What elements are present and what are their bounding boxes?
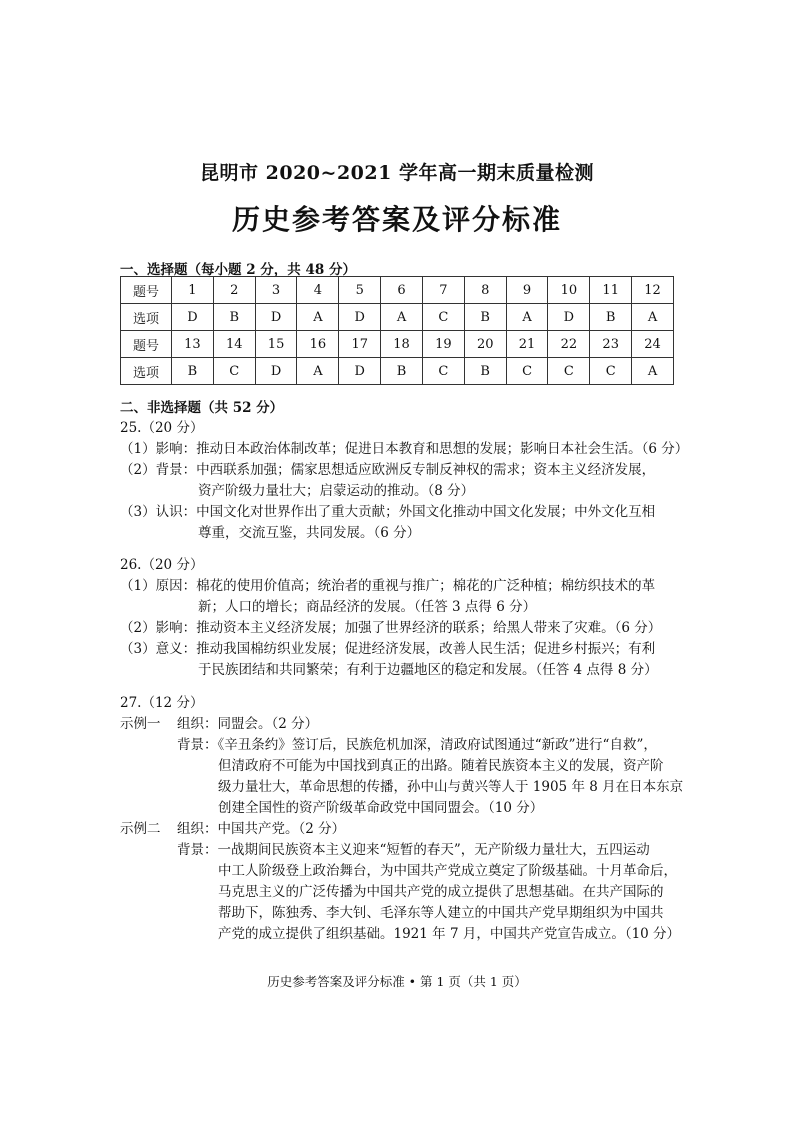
table-cell: 22: [548, 331, 590, 358]
table-cell: 18: [381, 331, 423, 358]
table-cell: C: [422, 304, 464, 331]
example2-organization: 组织：中国共产党。（2 分）: [177, 821, 346, 837]
q25-answer-3: （3）认识：中国文化对世界作出了重大贡献；外国文化推动中国文化发展；中外文化互相: [120, 504, 656, 520]
example1-background-1: 背景：《辛丑条约》签订后，民族危机加深，清政府试图通过“新政”进行“自救”，: [177, 737, 657, 753]
table-cell: D: [172, 304, 214, 331]
q27-heading: 27.（12 分）: [120, 695, 204, 711]
table-cell: 5: [339, 277, 381, 304]
table-cell: C: [422, 358, 464, 385]
table-cell: 6: [381, 277, 423, 304]
table-cell: 7: [422, 277, 464, 304]
q25-heading: 25.（20 分）: [120, 420, 204, 436]
section1-heading: 一、选择题（每小题 2 分，共 48 分）: [120, 262, 356, 278]
q25-answer-1: （1）影响：推动日本政治体制改革；促进日本教育和思想的发展；影响日本社会生活。（6 分）: [120, 441, 689, 457]
table-cell: 4: [297, 277, 339, 304]
table-cell: 17: [339, 331, 381, 358]
section2-heading: 二、非选择题（共 52 分）: [120, 400, 284, 416]
q26-answer-1-cont: 新；人口的增长；商品经济的发展。（任答 3 点得 6 分）: [198, 599, 537, 615]
table-cell: 题号: [121, 277, 172, 304]
q26-answer-3-cont: 于民族团结和共同繁荣；有利于边疆地区的稳定和发展。（任答 4 点得 8 分）: [198, 662, 658, 678]
table-cell: A: [297, 304, 339, 331]
q25-answer-2: （2）背景：中西联系加强；儒家思想适应欧洲反专制反神权的需求；资本主义经济发展，: [120, 462, 656, 478]
q26-answer-3: （3）意义：推动我国棉纺织业发展；促进经济发展，改善人民生活；促进乡村振兴；有利: [120, 641, 656, 657]
table-cell: D: [255, 304, 297, 331]
q25-answer-2-cont: 资产阶级力量壮大；启蒙运动的推动。（8 分）: [198, 483, 475, 499]
table-cell: 8: [464, 277, 506, 304]
table-cell: B: [464, 358, 506, 385]
q26-answer-2: （2）影响：推动资本主义经济发展；加强了世界经济的联系；给黑人带来了灾难。（6 分）: [120, 620, 662, 636]
table-cell: 19: [422, 331, 464, 358]
table-cell: B: [464, 304, 506, 331]
table-cell: A: [297, 358, 339, 385]
table-cell: 10: [548, 277, 590, 304]
table-cell: 12: [632, 277, 674, 304]
q25-answer-3-cont: 尊重，交流互鉴，共同发展。（6 分）: [198, 525, 421, 541]
example2-background-3: 马克思主义的广泛传播为中国共产党的成立提供了思想基础。在共产国际的: [218, 884, 664, 900]
table-cell: C: [213, 358, 255, 385]
table-cell: 选项: [121, 304, 172, 331]
table-cell: 16: [297, 331, 339, 358]
example1-organization: 组织：同盟会。（2 分）: [177, 716, 319, 732]
example2-background-5: 产党的成立提供了组织基础。1921 年 7 月，中国共产党宣告成立。（10 分）: [218, 926, 681, 942]
table-cell: 2: [213, 277, 255, 304]
example2-background-2: 中工人阶级登上政治舞台，为中国共产党成立奠定了阶级基础。十月革命后，: [218, 863, 677, 879]
table-row: [121, 331, 674, 358]
table-cell: A: [632, 358, 674, 385]
table-row: [121, 358, 674, 385]
table-cell: B: [172, 358, 214, 385]
example1-background-4: 创建全国性的资产阶级革命政党中国同盟会。（10 分）: [218, 800, 544, 816]
table-cell: 1: [172, 277, 214, 304]
exam-title: 昆明市 2020~2021 学年高一期末质量检测: [200, 162, 594, 184]
table-cell: A: [506, 304, 548, 331]
table-cell: B: [381, 358, 423, 385]
example2-background-4: 帮助下，陈独秀、李大钊、毛泽东等人建立的中国共产党早期组织为中国共: [218, 905, 664, 921]
example1-background-3: 级力量壮大，革命思想的传播，孙中山与黄兴等人于 1905 年 8 月在日本东京: [218, 779, 684, 795]
table-cell: D: [339, 358, 381, 385]
q26-answer-1: （1）原因：棉花的使用价值高；统治者的重视与推广；棉花的广泛种植；棉纺织技术的革: [120, 578, 656, 594]
answer-table: [120, 276, 674, 385]
table-cell: 3: [255, 277, 297, 304]
table-cell: C: [548, 358, 590, 385]
table-cell: C: [590, 358, 632, 385]
q26-heading: 26.（20 分）: [120, 557, 204, 573]
table-cell: 题号: [121, 331, 172, 358]
table-cell: C: [506, 358, 548, 385]
page-footer: 历史参考答案及评分标准 • 第 1 页（共 1 页）: [267, 974, 527, 989]
table-cell: 11: [590, 277, 632, 304]
table-row: [121, 304, 674, 331]
table-cell: B: [213, 304, 255, 331]
table-cell: D: [339, 304, 381, 331]
table-cell: 选项: [121, 358, 172, 385]
example2-label: 示例二: [120, 821, 161, 837]
table-cell: 24: [632, 331, 674, 358]
table-cell: 23: [590, 331, 632, 358]
table-cell: D: [548, 304, 590, 331]
example2-background-1: 背景：一战期间民族资本主义迎来“短暂的春天”，无产阶级力量壮大，五四运动: [177, 842, 650, 858]
table-cell: A: [381, 304, 423, 331]
table-cell: 13: [172, 331, 214, 358]
table-cell: 14: [213, 331, 255, 358]
table-cell: A: [632, 304, 674, 331]
table-cell: 21: [506, 331, 548, 358]
table-cell: B: [590, 304, 632, 331]
table-cell: 9: [506, 277, 548, 304]
table-cell: 20: [464, 331, 506, 358]
example1-label: 示例一: [120, 716, 161, 732]
table-cell: D: [255, 358, 297, 385]
example1-background-2: 但清政府不可能为中国找到真正的出路。随着民族资本主义的发展，资产阶: [218, 758, 664, 774]
table-cell: 15: [255, 331, 297, 358]
table-row: [121, 277, 674, 304]
document-title: 历史参考答案及评分标准: [231, 203, 562, 236]
